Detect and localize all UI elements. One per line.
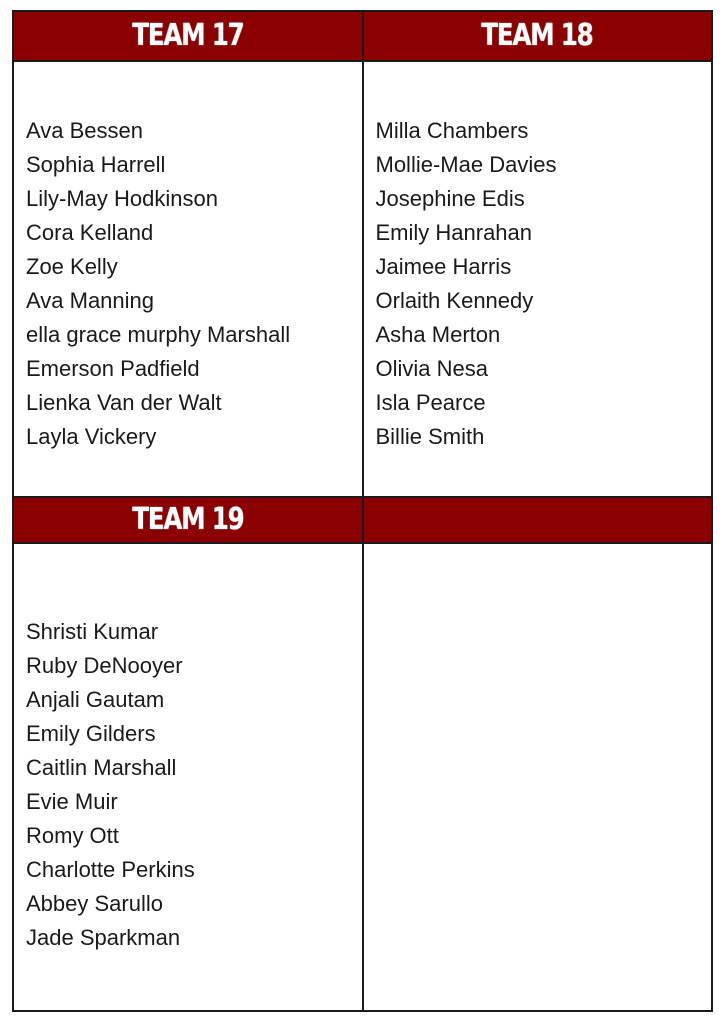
body-row-top [13,61,712,497]
member-name: Billie Smith [375,424,485,450]
member-name: Abbey Sarullo [26,891,163,917]
member-name: Lily-May Hodkinson [26,186,218,212]
team-18-title: TEAM 18 [481,18,593,54]
member-name: Charlotte Perkins [26,857,195,883]
member-name: Layla Vickery [26,424,157,450]
team-17-title: TEAM 17 [132,18,244,54]
member-name: Emerson Padfield [26,356,200,382]
team-18-member-list [364,62,712,454]
member-name: Asha Merton [375,322,501,348]
header-row-top [13,11,712,61]
empty-header [363,497,713,543]
team-17-members-cell [13,61,363,497]
team-17-header [13,11,363,61]
member-name: Anjali Gautam [26,687,165,713]
team-19-member-list [14,544,362,955]
member-name: Jaimee Harris [375,254,512,280]
member-name: Emily Gilders [26,721,156,747]
member-name: Josephine Edis [375,186,525,212]
member-name: Evie Muir [26,789,118,815]
member-name: Romy Ott [26,823,119,849]
member-name: Ruby DeNooyer [26,653,183,679]
team-19-title: TEAM 19 [132,502,244,537]
team-17-member-list [14,62,362,454]
member-name: Shristi Kumar [26,619,159,645]
member-name: Olivia Nesa [375,356,488,382]
member-name: Milla Chambers [375,118,529,144]
team-18-members-cell [363,61,713,497]
header-row-bottom [13,497,712,543]
member-name: Mollie-Mae Davies [375,152,557,178]
member-name: ella grace murphy Marshall [26,322,291,348]
member-name: Ava Manning [26,288,155,314]
member-name: Lienka Van der Walt [26,390,222,416]
team-19-members-cell [13,543,363,1011]
member-name: Cora Kelland [26,220,154,246]
member-name: Jade Sparkman [26,925,181,951]
member-name: Sophia Harrell [26,152,166,178]
member-name: Caitlin Marshall [26,755,177,781]
member-name: Emily Hanrahan [375,220,533,246]
member-name: Zoe Kelly [26,254,118,280]
team-19-header [13,497,363,543]
team-18-header [363,11,713,61]
member-name: Orlaith Kennedy [375,288,534,314]
team-roster-table [12,10,713,1012]
empty-members-cell [363,543,713,1011]
member-name: Isla Pearce [375,390,486,416]
member-name: Ava Bessen [26,118,144,144]
body-row-bottom [13,543,712,1011]
